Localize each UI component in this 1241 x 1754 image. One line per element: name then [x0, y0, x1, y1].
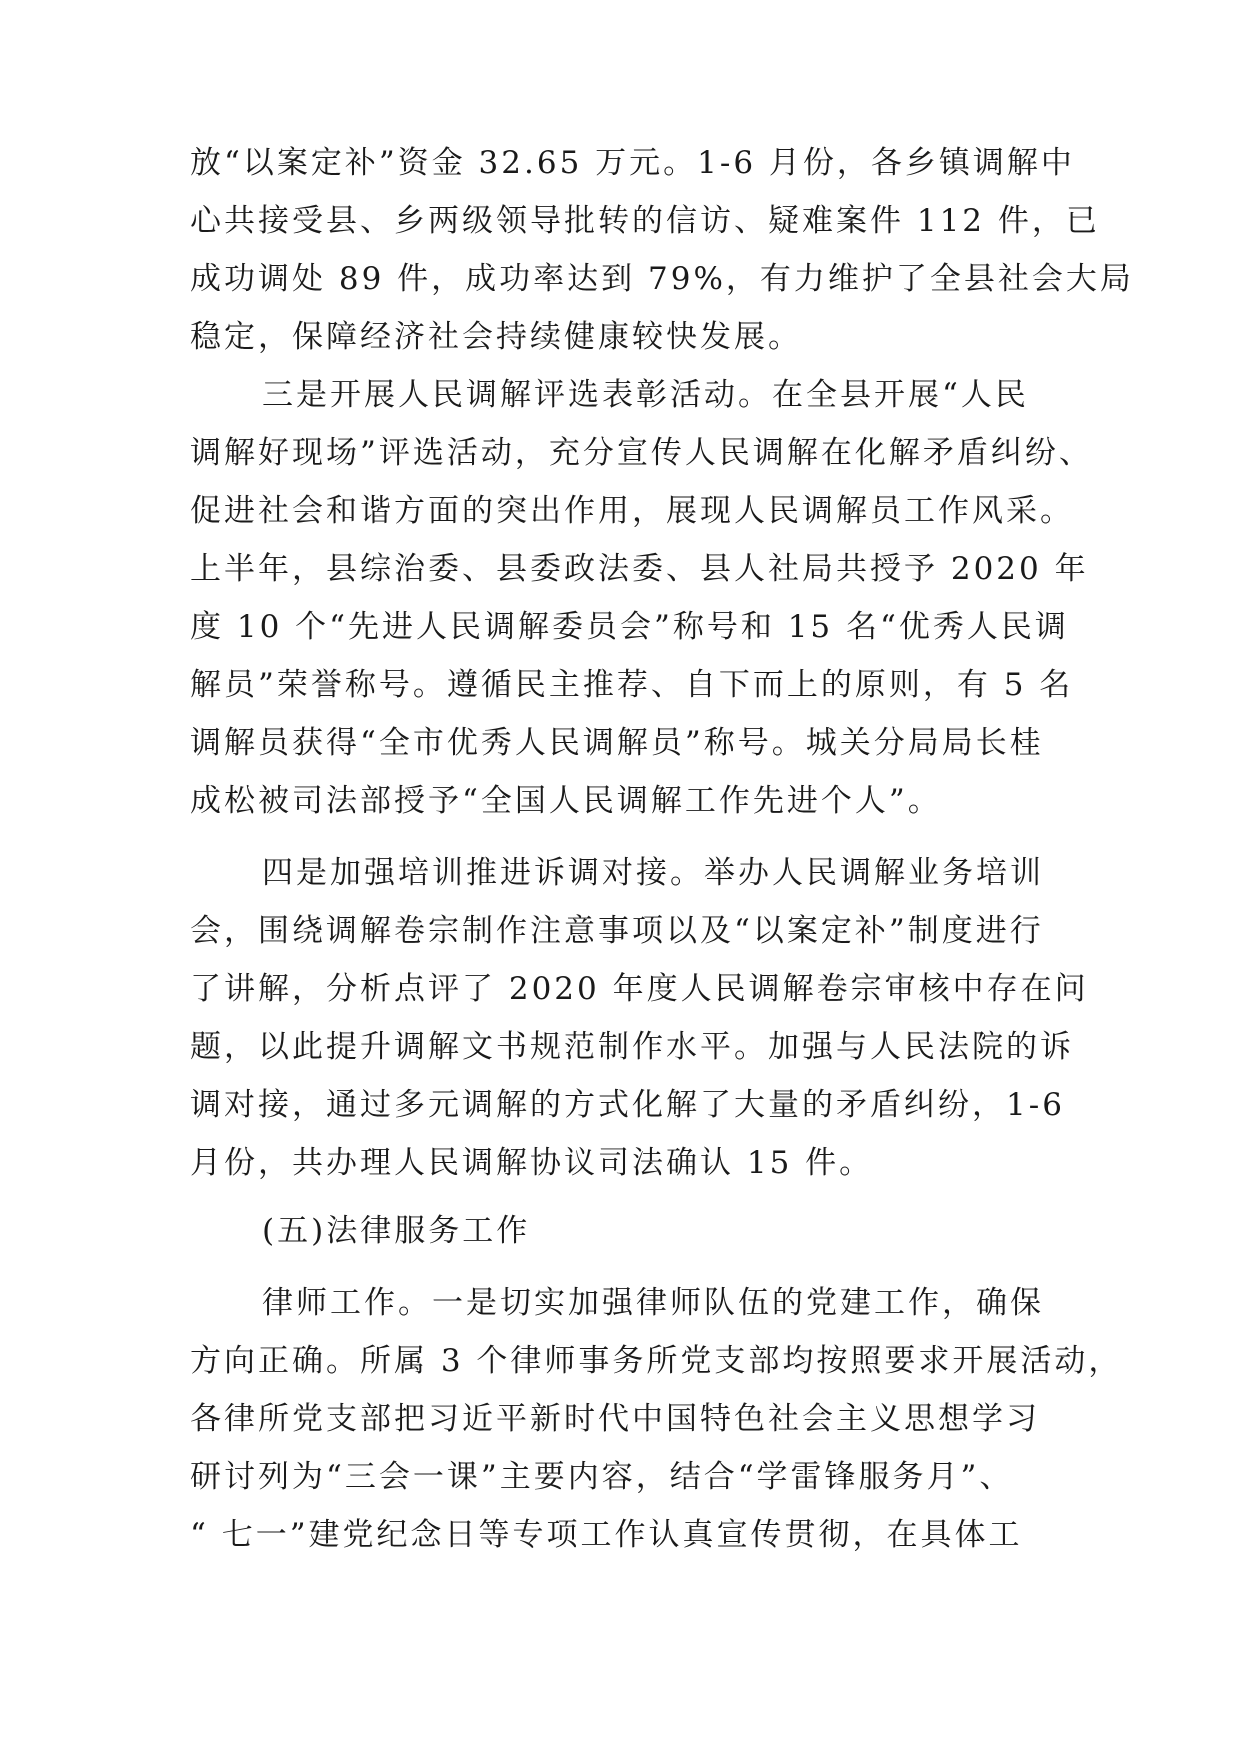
text-line: 稳定，保障经济社会持续健康较快发展。 [190, 319, 802, 355]
text-line: 调解好现场”评选活动，充分宣传人民调解在化解矛盾纠纷、 [190, 435, 1093, 471]
text-line: 成功调处 89 件，成功率达到 79%，有力维护了全县社会大局 [190, 261, 1134, 297]
paragraph-start: 四是加强培训推进诉调对接。举办人民调解业务培训 [262, 855, 1044, 891]
text-line: 月份，共办理人民调解协议司法确认 15 件。 [190, 1145, 874, 1181]
text-line: 方向正确。所属 3 个律师事务所党支部均按照要求开展活动， [190, 1343, 1123, 1379]
text-line: 促进社会和谐方面的突出作用，展现人民调解员工作风采。 [190, 493, 1074, 529]
text-line: 调对接，通过多元调解的方式化解了大量的矛盾纠纷，1-6 [190, 1087, 1065, 1123]
text-line: 心共接受县、乡两级领导批转的信访、疑难案件 112 件，已 [190, 203, 1100, 239]
text-line: 解员”荣誉称号。遵循民主推荐、自下而上的原则，有 5 名 [190, 667, 1074, 703]
text-line: “ 七一”建党纪念日等专项工作认真宣传贯彻，在具体工 [190, 1517, 1023, 1553]
text-line: 各律所党支部把习近平新时代中国特色社会主义思想学习 [190, 1401, 1040, 1437]
text-line: 上半年，县综治委、县委政法委、县人社局共授予 2020 年 [190, 551, 1089, 587]
text-line: 放“以案定补”资金 32.65 万元。1-6 月份，各乡镇调解中 [190, 145, 1075, 181]
text-line: 调解员获得“全市优秀人民调解员”称号。城关分局局长桂 [190, 725, 1044, 761]
text-line: 了讲解，分析点评了 2020 年度人民调解卷宗审核中存在问 [190, 971, 1089, 1007]
paragraph-start: 律师工作。一是切实加强律师队伍的党建工作，确保 [262, 1285, 1044, 1321]
text-line: 研讨列为“三会一课”主要内容，结合“学雷锋服务月”、 [190, 1459, 1014, 1495]
text-line: 题，以此提升调解文书规范制作水平。加强与人民法院的诉 [190, 1029, 1074, 1065]
section-heading: (五)法律服务工作 [262, 1213, 531, 1249]
text-line: 会，围绕调解卷宗制作注意事项以及“以案定补”制度进行 [190, 913, 1044, 949]
text-line: 度 10 个“先进人民调解委员会”称号和 15 名“优秀人民调 [190, 609, 1069, 645]
text-line: 成松被司法部授予“全国人民调解工作先进个人”。 [190, 783, 942, 819]
paragraph-start: 三是开展人民调解评选表彰活动。在全县开展“人民 [262, 377, 1029, 413]
